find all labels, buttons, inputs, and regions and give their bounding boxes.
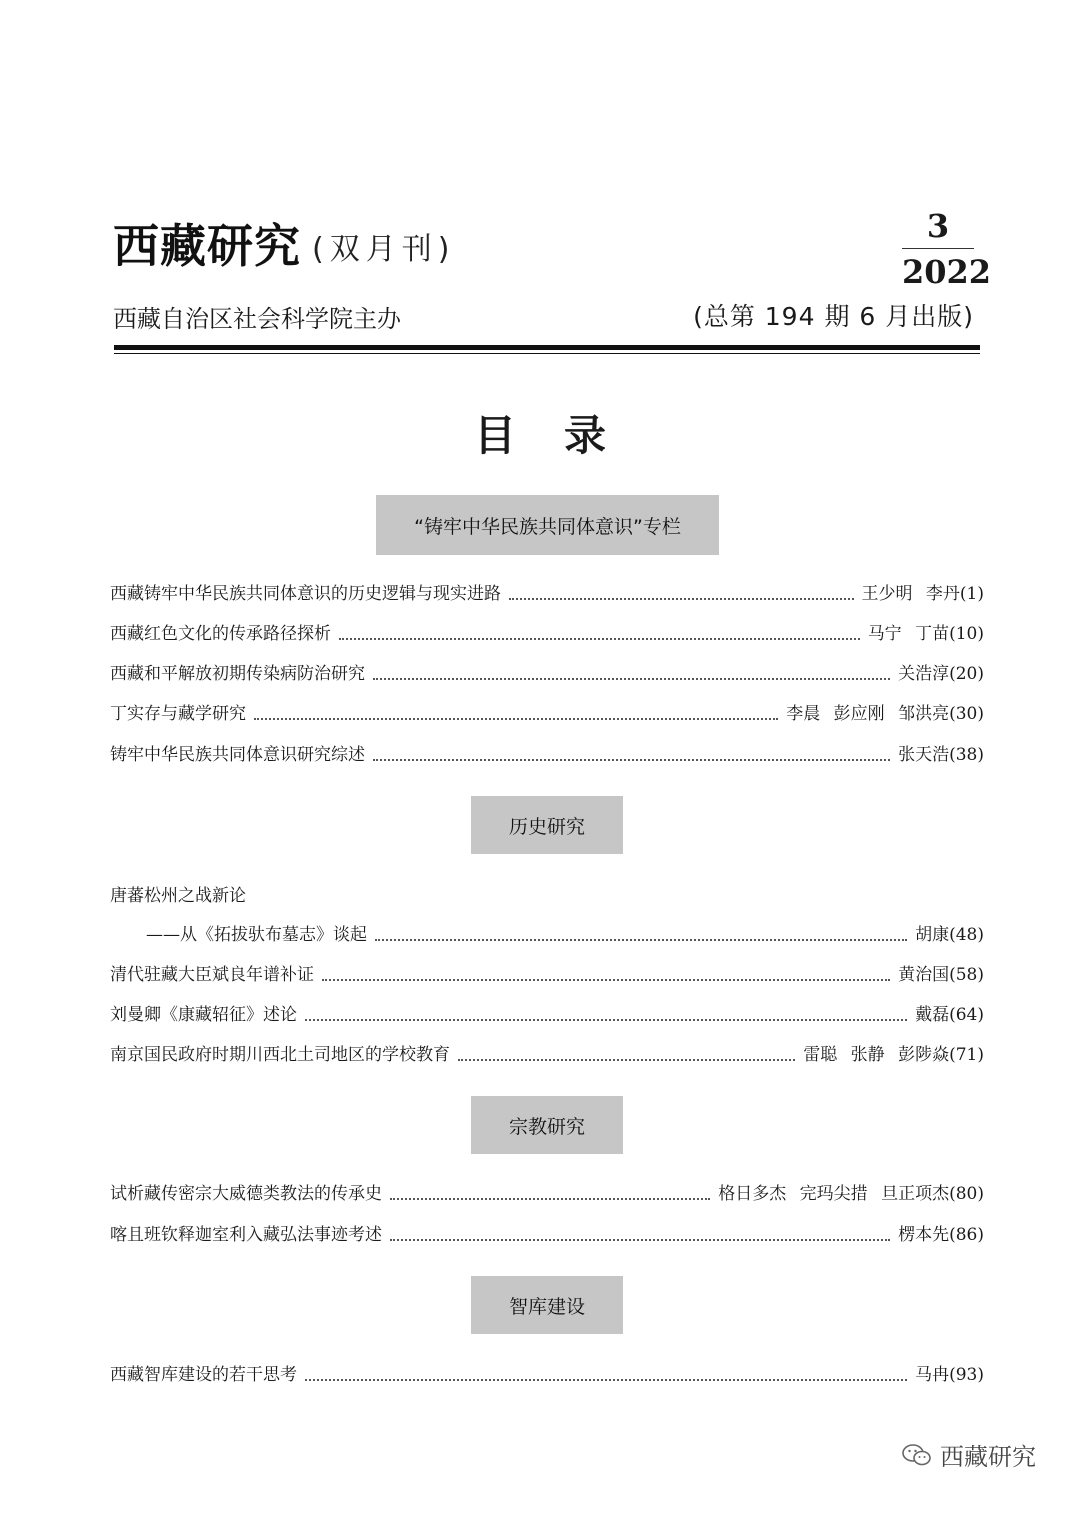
toc-title	[0, 408, 1080, 464]
toc-entry[interactable]	[110, 1361, 984, 1389]
toc-title-char: 目	[473, 411, 516, 460]
leader-dots	[339, 637, 860, 640]
entry-authors-page: 王少明 李丹(1)	[861, 584, 984, 604]
entry-title: 唐蕃松州之战新论	[110, 886, 246, 906]
leader-dots	[390, 1197, 710, 1200]
entry-authors-page: 关浩淳(20)	[898, 664, 984, 684]
section-heading: 宗教研究	[471, 1096, 623, 1154]
toc-entry[interactable]	[110, 1001, 984, 1029]
toc-entry[interactable]	[110, 741, 984, 769]
entry-authors-page: 格日多杰 完玛尖措 旦正项杰(80)	[718, 1184, 984, 1204]
toc-entry[interactable]	[110, 700, 984, 728]
leader-dots	[305, 1378, 907, 1381]
wechat-watermark	[902, 1437, 1036, 1472]
entry-title: 南京国民政府时期川西北土司地区的学校教育	[110, 1045, 450, 1065]
wechat-icon	[902, 1443, 932, 1467]
issue-number: 3	[926, 207, 950, 245]
toc-entry[interactable]	[110, 1221, 984, 1249]
entry-authors-page: 胡康(48)	[915, 925, 984, 945]
entry-title: 刘曼卿《康藏轺征》述论	[110, 1005, 297, 1025]
entry-title: 西藏铸牢中华民族共同体意识的历史逻辑与现实进路	[110, 584, 501, 604]
journal-frequency: (双月刊)	[312, 232, 456, 267]
entry-title: 清代驻藏大臣斌良年谱补证	[110, 965, 314, 985]
leader-dots	[390, 1238, 890, 1241]
issue-year: 2022	[902, 253, 992, 291]
entry-authors-page: 李晨 彭应刚 邹洪亮(30)	[786, 704, 984, 724]
entry-authors-page: 戴磊(64)	[915, 1005, 984, 1025]
entry-authors-page: 马冉(93)	[915, 1365, 984, 1385]
issue-divider	[902, 248, 974, 249]
entry-authors-page: 张天浩(38)	[898, 745, 984, 765]
toc-entry[interactable]	[146, 921, 984, 949]
toc-entry[interactable]	[110, 1180, 984, 1208]
entry-authors-page: 马宁 丁苗(10)	[867, 624, 984, 644]
entry-title: 丁实存与藏学研究	[110, 704, 246, 724]
leader-dots	[305, 1018, 907, 1021]
leader-dots	[254, 717, 778, 720]
toc-entry[interactable]	[110, 580, 984, 608]
entry-title: 试析藏传密宗大威德类教法的传承史	[110, 1184, 382, 1204]
leader-dots	[375, 938, 907, 941]
leader-dots	[322, 978, 890, 981]
watermark-label: 西藏研究	[940, 1443, 1036, 1471]
entry-authors-page: 楞本先(86)	[898, 1225, 984, 1245]
header-rule-thick	[114, 345, 980, 350]
toc-entry[interactable]	[110, 1041, 984, 1069]
entry-authors-page: 雷聪 张静 彭陟焱(71)	[803, 1045, 984, 1065]
entry-title: 喀且班钦释迦室利入藏弘法事迹考述	[110, 1225, 382, 1245]
header-rule-thin	[114, 353, 980, 354]
section-heading: 历史研究	[471, 796, 623, 854]
issue-block	[902, 206, 992, 291]
toc-entry[interactable]	[110, 882, 984, 910]
section-heading: 智库建设	[471, 1276, 623, 1334]
leader-dots	[373, 758, 890, 761]
toc-entry[interactable]	[110, 620, 984, 648]
publisher-line: 西藏自治区社会科学院主办	[113, 305, 401, 333]
leader-dots	[373, 677, 890, 680]
entry-title: 西藏智库建设的若干思考	[110, 1365, 297, 1385]
toc-entry[interactable]	[110, 660, 984, 688]
section-heading: “铸牢中华民族共同体意识”专栏	[376, 495, 719, 555]
entry-title: 西藏和平解放初期传染病防治研究	[110, 664, 365, 684]
toc-title-char: 录	[564, 411, 607, 460]
entry-authors-page: 黄治国(58)	[898, 965, 984, 985]
entry-title: 铸牢中华民族共同体意识研究综述	[110, 745, 365, 765]
entry-subtitle: ——从《拓拔驮布墓志》谈起	[146, 925, 367, 945]
entry-title: 西藏红色文化的传承路径探析	[110, 624, 331, 644]
leader-dots	[509, 597, 854, 600]
leader-dots	[458, 1058, 795, 1061]
journal-title: 西藏研究	[113, 219, 301, 273]
toc-entry[interactable]	[110, 961, 984, 989]
issue-info: (总第 194 期 6 月出版)	[693, 302, 974, 331]
